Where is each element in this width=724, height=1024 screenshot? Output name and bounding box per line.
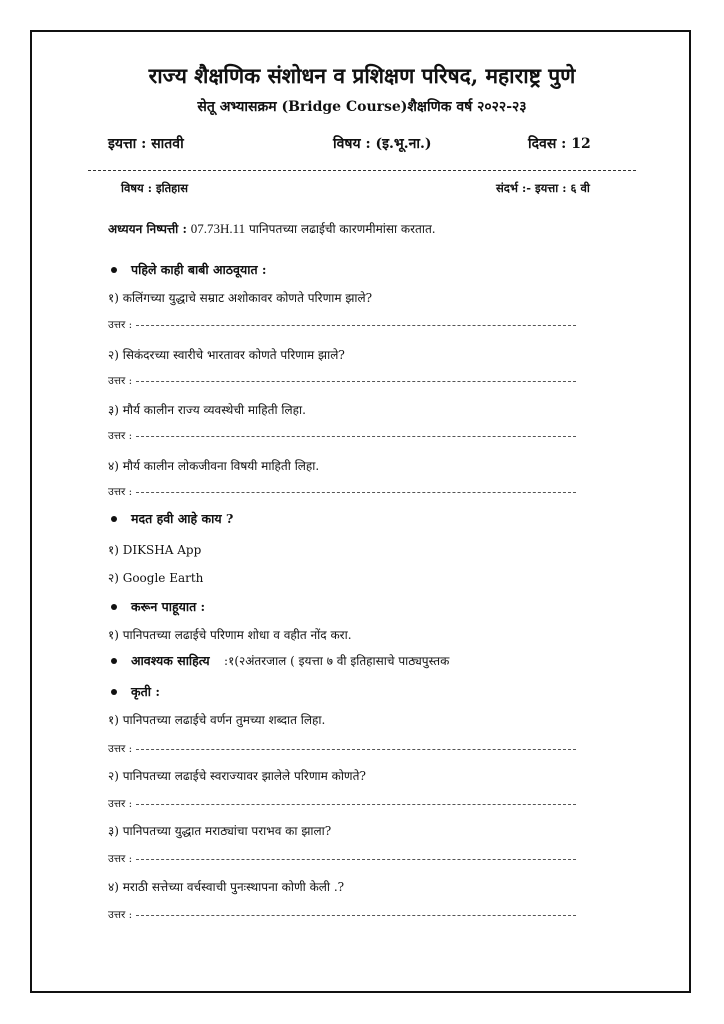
page-title: राज्य शैक्षणिक संशोधन व प्रशिक्षण परिषद, महाराष्ट्र पुणे <box>148 63 576 88</box>
materials-heading: आवश्यक साहित्य <box>131 653 210 668</box>
context-reference: संदर्भ :- इयत्ता : ६ वी <box>496 181 590 195</box>
separator-line <box>88 170 636 171</box>
help-item-1: १) DIKSHA App <box>108 543 202 557</box>
recall-heading: पहिले काही बाबी आठवूयात : <box>111 261 267 278</box>
answer-line: उत्तर : <box>108 429 590 443</box>
try-text: १) पानिपतच्या लढाईचे परिणाम शोधा व वहीत नोंद करा. <box>108 628 352 642</box>
activity-question-4: ४) मराठी सत्तेच्या वर्चस्वाची पुनःस्थापना कोणी केली .? <box>108 880 345 894</box>
try-heading: करून पाहूयात : <box>111 598 205 615</box>
answer-line: उत्तर : <box>108 908 590 922</box>
bullet-icon <box>111 689 117 695</box>
answer-line: उत्तर : <box>108 742 590 756</box>
bullet-icon <box>111 658 117 664</box>
bullet-icon <box>111 267 117 273</box>
day-label: दिवस : 12 <box>528 136 591 152</box>
subject-label: विषय : (इ.भू.ना.) <box>333 136 432 152</box>
materials-row <box>111 652 449 669</box>
recall-question-3: ३) मौर्य कालीन राज्य व्यवस्थेची माहिती लिहा. <box>108 403 306 417</box>
activity-question-1: १) पानिपतच्या लढाईचे वर्णन तुमच्या शब्दात लिहा. <box>108 713 326 727</box>
activity-heading: कृती : <box>111 683 160 700</box>
activity-question-3: ३) पानिपतच्या युद्धात मराठ्यांचा पराभव का झाला? <box>108 824 332 838</box>
recall-question-1: १) कलिंगच्या युद्धाचे सम्राट अशोकावर कोणते परिणाम झाले? <box>108 291 373 305</box>
help-item-2: २) Google Earth <box>108 571 204 585</box>
recall-question-2: २) सिकंदरच्या स्वारीचे भारतावर कोणते परिणाम झाले? <box>108 348 345 362</box>
learning-outcome <box>108 220 436 237</box>
learning-outcome-label: अध्ययन निष्पत्ती : <box>108 222 187 236</box>
answer-line: उत्तर : <box>108 485 590 499</box>
learning-outcome-code: 07.73H.11 <box>190 221 246 236</box>
materials-text: :१(२अंतरजाल ( इयत्ता ७ वी इतिहासाचे पाठ्यपुस्तक <box>224 654 450 668</box>
activity-question-2: २) पानिपतच्या लढाईचे स्वराज्यावर झालेले परिणाम कोणते? <box>108 769 366 783</box>
recall-question-4: ४) मौर्य कालीन लोकजीवना विषयी माहिती लिहा. <box>108 459 320 473</box>
bullet-icon <box>111 516 117 522</box>
answer-line: उत्तर : <box>108 318 590 332</box>
help-heading: मदत हवी आहे काय ? <box>111 510 233 527</box>
answer-line: उत्तर : <box>108 797 590 811</box>
answer-line: उत्तर : <box>108 852 590 866</box>
learning-outcome-text: पानिपतच्या लढाईची कारणमीमांसा करतात. <box>248 222 436 236</box>
grade-label: इयत्ता : सातवी <box>108 136 184 152</box>
context-subject: विषय : इतिहास <box>121 181 188 195</box>
page-subtitle: सेतू अभ्यासक्रम (Bridge Course)शैक्षणिक वर्ष २०२२-२३ <box>197 99 527 115</box>
answer-line: उत्तर : <box>108 374 590 388</box>
bullet-icon <box>111 604 117 610</box>
